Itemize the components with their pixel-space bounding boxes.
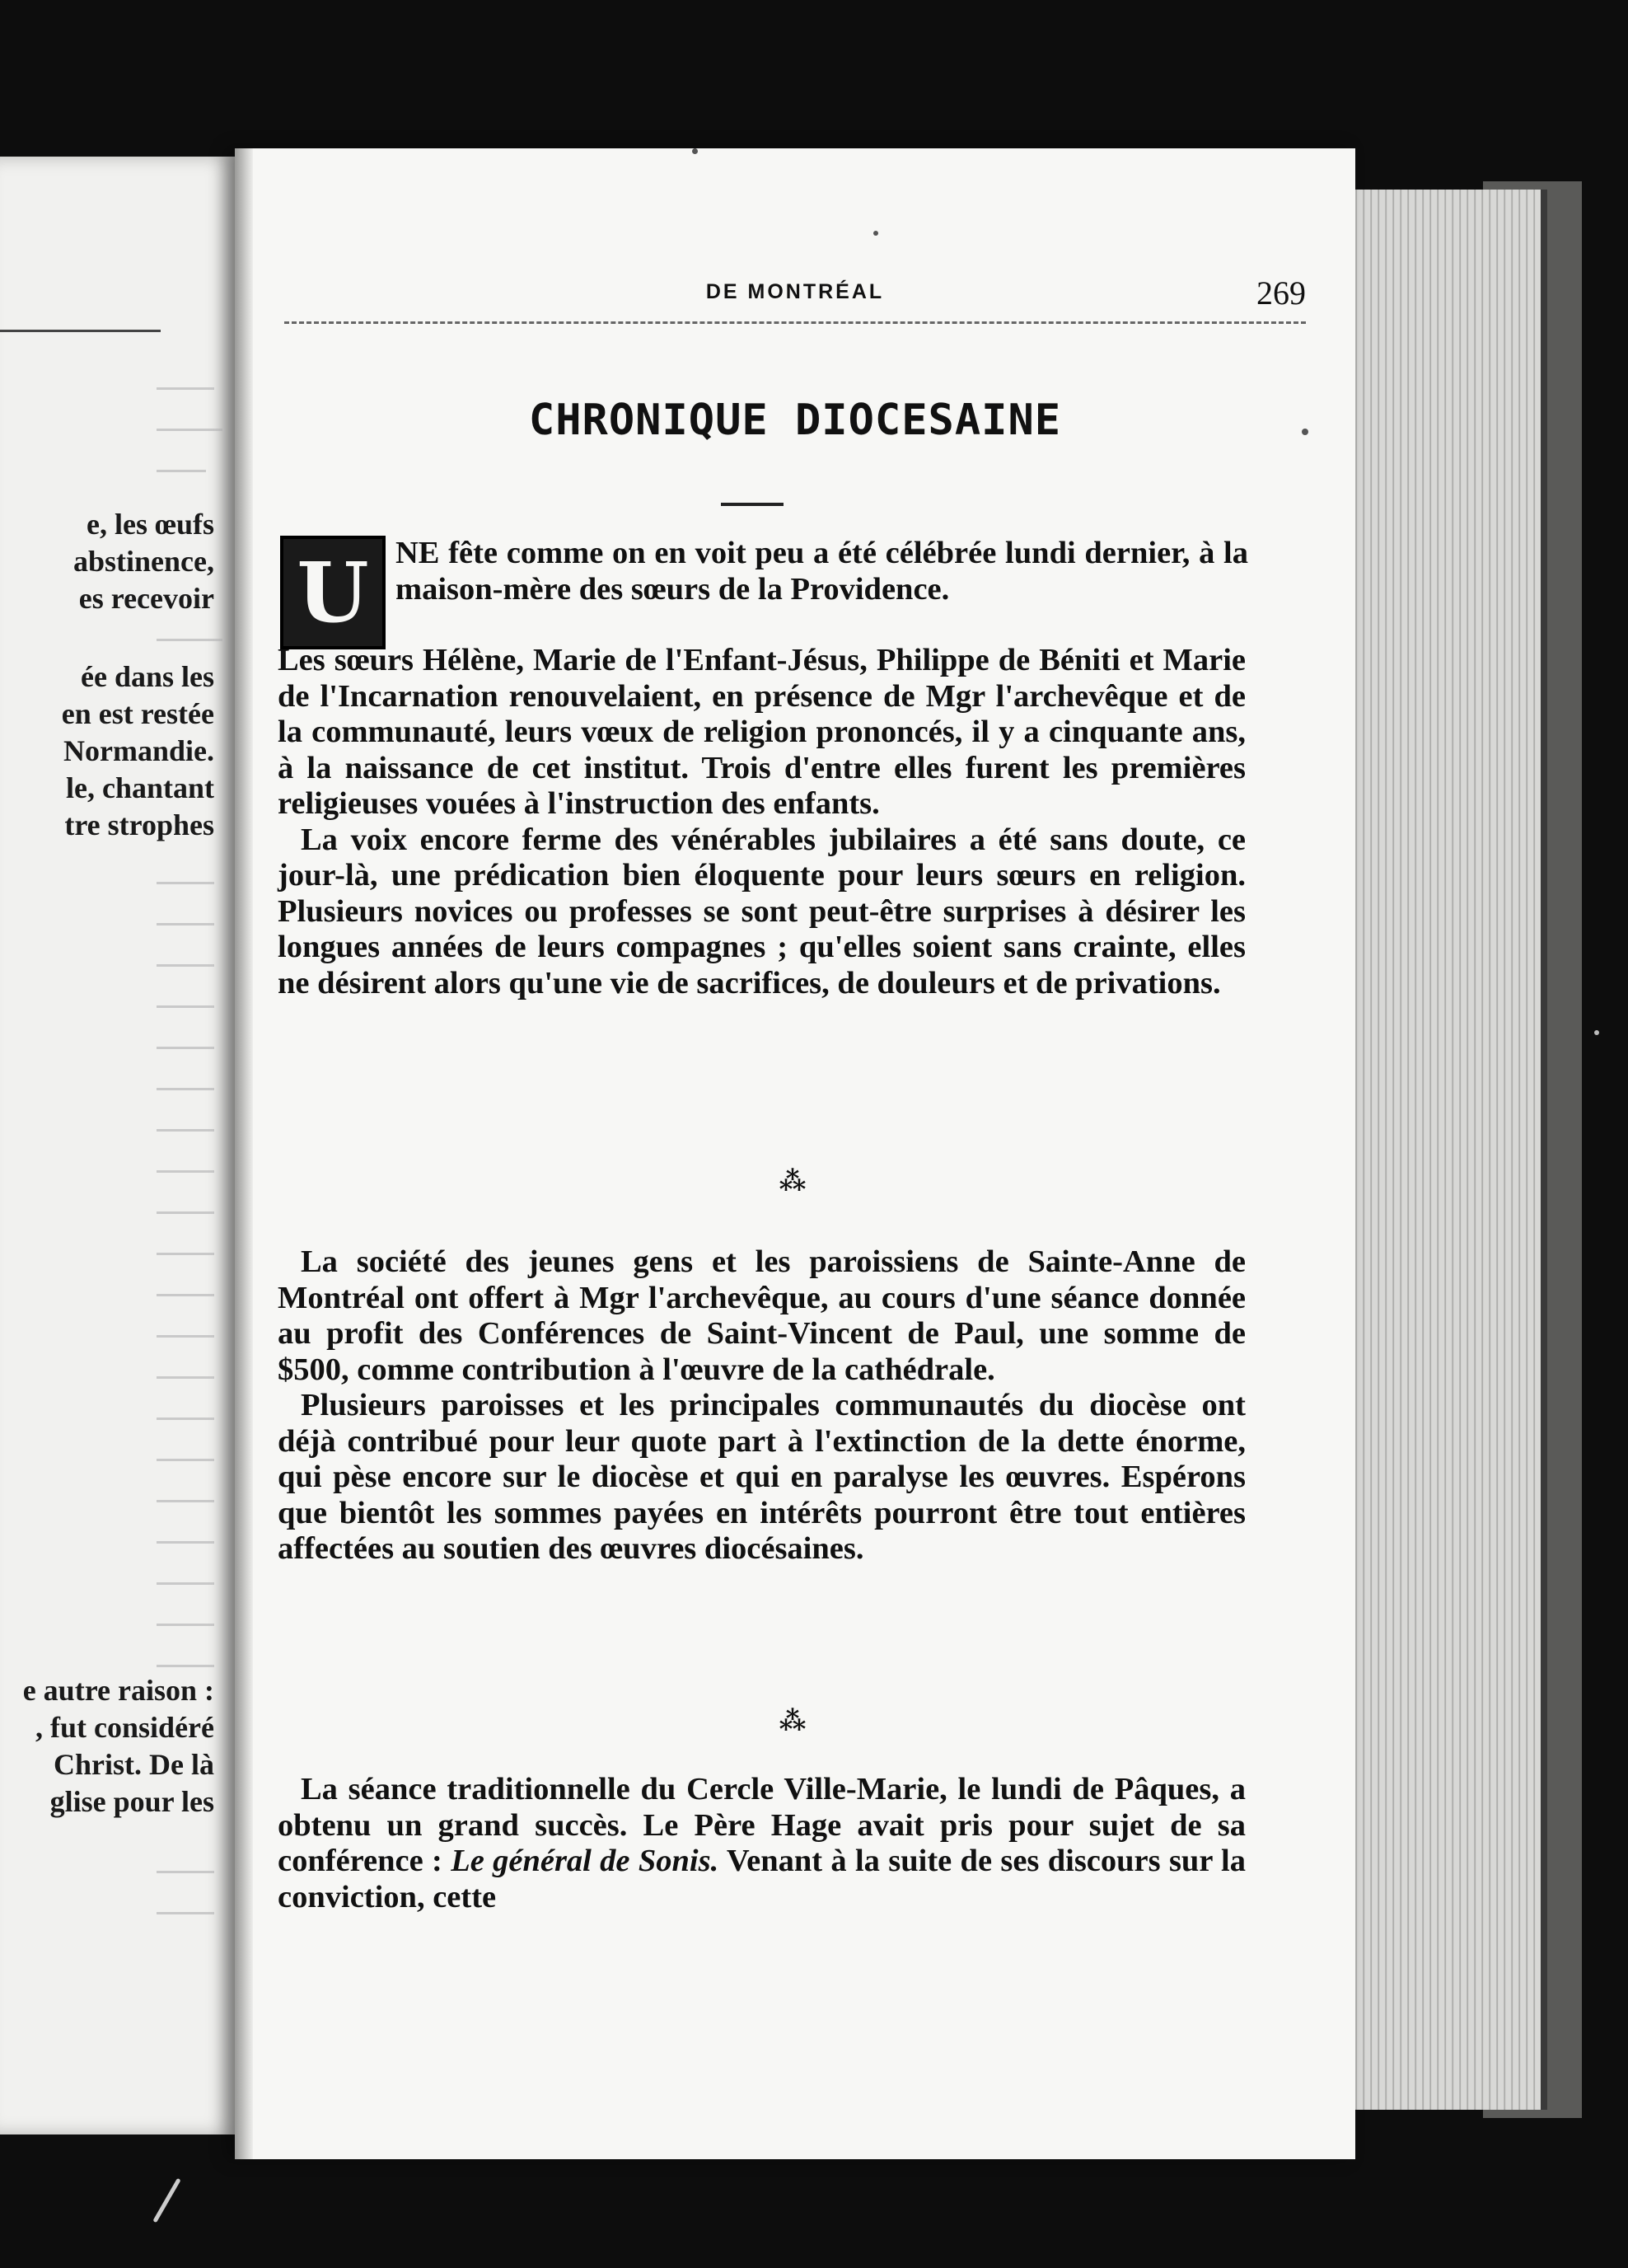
book-page (235, 148, 1355, 2159)
section-asterism: ⁂ (779, 1706, 812, 1736)
left-page-line: glise pour les (49, 1785, 214, 1818)
article-body-2 (278, 1244, 1246, 1567)
lecture-title: Le général de Sonis. (451, 1844, 719, 1878)
paragraph-opening-text: NE fête comme on en voit peu a été célébrée lundi dernier, à la maison-mère des sœurs de la Providence. (395, 536, 1248, 607)
left-page-line: e, les œufs (87, 508, 214, 541)
drop-cap (280, 536, 386, 649)
page-gutter (235, 148, 253, 2159)
left-page-rule (0, 330, 161, 332)
section-asterism: ⁂ (779, 1166, 812, 1196)
book-page-edges (1343, 190, 1547, 2110)
hair-speck (152, 2178, 180, 2223)
paragraph-5-end: Venant à la suite de ses discours sur la conviction, cette (278, 1844, 1246, 1914)
page-number: 269 (1256, 274, 1306, 312)
paragraph-3: La société des jeunes gens et les paroissiens de Sainte-Anne de Montréal ont offert à Mgr l'archevêque, au cours d'une séance donnée au profit des Conférences de Saint-Vincent de Paul, une somme de $500, comme contribution à l'œuvre de la cathédrale. (278, 1244, 1246, 1387)
left-page-line: , fut considéré (35, 1711, 214, 1744)
page-header (284, 274, 1306, 330)
left-page-line: es recevoir (78, 582, 214, 615)
left-page-line: e autre raison : (22, 1674, 214, 1707)
paragraph-4: Plusieurs paroisses et les principales communautés du diocèse ont déjà contribué pour leur quote part à l'extinction de la dette énorme, qui pèse encore sur le diocèse et qui en paralyse les œuvres. Espérons que bientôt les sommes payées en intérêts pourront être tout entières affectées au soutien des œuvres diocésaines. (278, 1388, 1246, 1566)
left-page-line: ée dans les (81, 660, 214, 693)
left-facing-page (0, 157, 239, 2134)
left-page-line: Christ. De là (54, 1748, 214, 1781)
dust-speck (1302, 429, 1308, 435)
running-head: DE MONTRÉAL (705, 280, 885, 303)
title-ornament-rule (721, 503, 784, 506)
left-page-line: en est restée (61, 697, 214, 730)
paragraph-1-rest: Les sœurs Hélène, Marie de l'Enfant-Jésus, Philippe de Béniti et Marie de l'Incarnation renouvelaient, en présence de Mgr l'archevêque et de la communauté, leurs vœux de religion prononcés, il y a cinquante ans, à la naissance de cet institut. Trois d'entre elles furent les premières religieuses vouées à l'instruction des enfants. (278, 643, 1246, 821)
paragraph-2: La voix encore ferme des vénérables jubilaires a été sans doute, ce jour-là, une prédication bien éloquente pour leurs sœurs en religion. Plusieurs novices ou professes se sont peut-être surprises à désirer les longues années de leurs compagnes ; qu'elles soient sans crainte, elles ne désirent alors qu'une vie de sacrifices, de douleurs et de privations. (278, 822, 1246, 1000)
first-paragraph-opening (395, 536, 1248, 607)
left-page-line: Normandie. (63, 734, 214, 767)
left-page-line: abstinence, (73, 545, 214, 578)
header-rule (284, 321, 1306, 324)
dust-speck (1594, 1030, 1599, 1035)
article-body-3 (278, 1772, 1246, 1915)
dust-speck (873, 231, 878, 236)
article-body-1 (278, 643, 1246, 1001)
article-title: CHRONIQUE DIOCESAINE (528, 396, 1062, 445)
paragraph-5 (278, 1772, 1246, 1915)
paragraph-5-start: La séance traditionnelle du Cercle Ville-Marie, le lundi de Pâques, a obtenu un grand succès. Le Père Hage avait pris pour sujet de sa conférence : (278, 1772, 1246, 1878)
left-page-line: le, chantant (66, 771, 214, 804)
dust-speck (692, 148, 698, 154)
left-page-line: tre strophes (64, 808, 214, 841)
drop-cap-letter: U (297, 544, 369, 641)
